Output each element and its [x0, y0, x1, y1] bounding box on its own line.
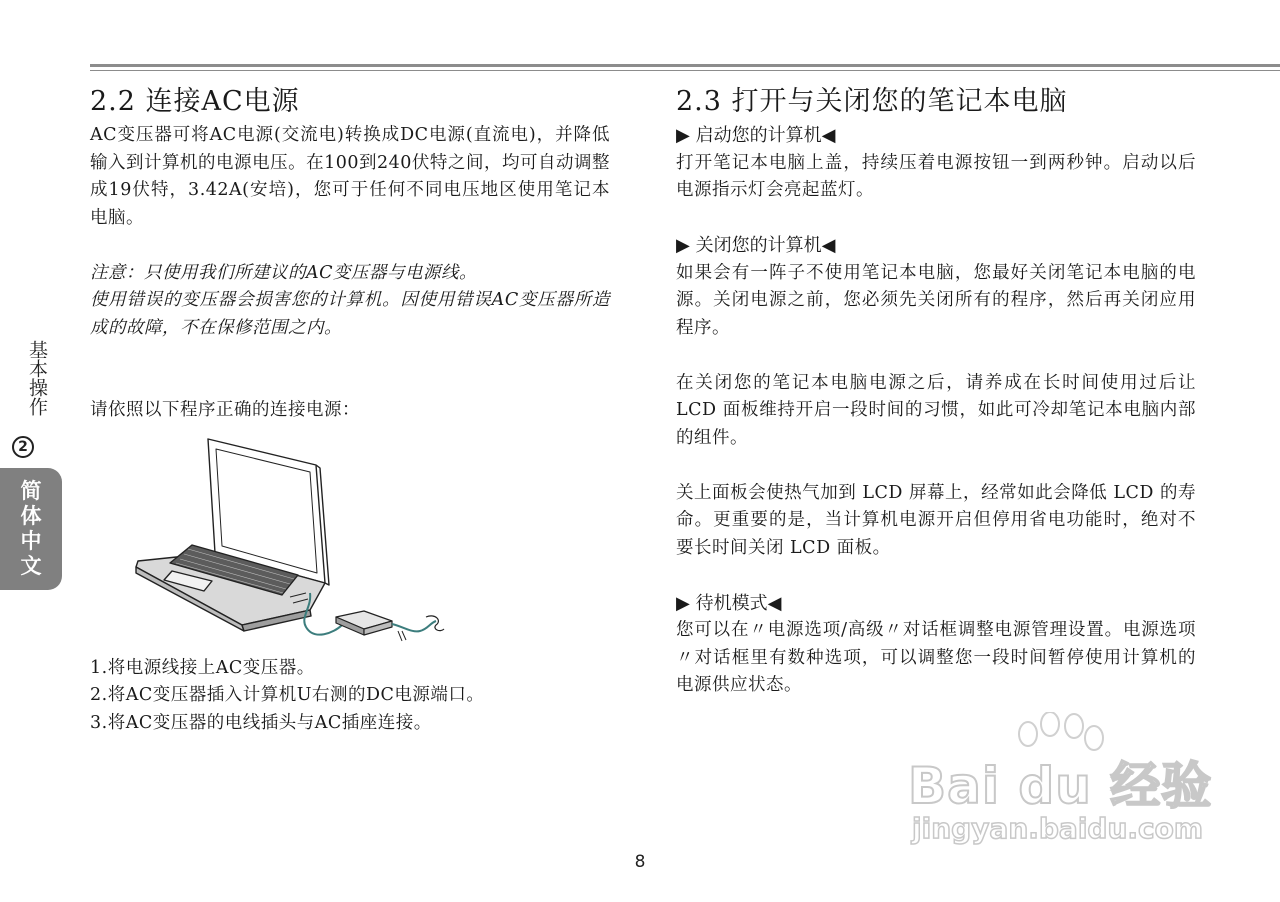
- right-column: [676, 84, 1196, 700]
- left-column: [90, 84, 610, 737]
- subheading-startup: ▶ 启动您的计算机◀: [676, 125, 836, 146]
- note-line-2: 使用错误的变压器会损害您的计算机。因使用错误AC变压器所造成的故障，不在保修范围之内。: [90, 290, 610, 338]
- header-rule-thin: [90, 70, 1280, 71]
- step-item: 1.将电源线接上AC变压器。: [90, 657, 315, 678]
- page-number: 8: [634, 852, 646, 872]
- shutdown-paragraph-2: 在关闭您的笔记本电脑电源之后，请养成在长时间使用过后让 LCD 面板维持开启一段时间的习惯，如此可冷却笔记本电脑内部的组件。: [676, 372, 1196, 448]
- note-line-1: 注意：只使用我们所建议的AC变压器与电源线。: [90, 262, 478, 283]
- watermark-url: jingyan.baidu.com: [912, 812, 1204, 845]
- instruction-text: 请依照以下程序正确的连接电源：: [90, 400, 360, 420]
- standby-paragraph: 您可以在〃电源选项/高级〃对话框调整电源管理设置。电源选项〃对话框里有数种选项，可以调整您一段时间暂停使用计算机的电源供应状态。: [676, 620, 1196, 695]
- subheading-shutdown: ▶ 关闭您的计算机◀: [676, 235, 836, 256]
- section-label-text: 基本操作: [26, 340, 48, 416]
- laptop-illustration-svg: [130, 435, 460, 645]
- baidu-watermark: [900, 712, 1220, 862]
- step-item: 2.将AC变压器插入计算机U右测的DC电源端口。: [90, 685, 485, 705]
- shutdown-paragraph-3: 关上面板会使热气加到 LCD 屏幕上，经常如此会降低 LCD 的寿命。更重要的是，当计算机电源开启但停用省电功能时，绝对不要长时间关闭 LCD 面板。: [676, 482, 1196, 558]
- section-title-2-3: 2.3 打开与关闭您的笔记本电脑: [676, 86, 1068, 117]
- step-item: 3.将AC变压器的电线插头与AC插座连接。: [90, 712, 432, 733]
- language-tab: [0, 468, 62, 590]
- intro-paragraph: AC变压器可将AC电源(交流电)转换成DC电源(直流电)，并降低输入到计算机的电源电压。在100到240伏特之间，均可自动调整成19伏特，3.42A(安培)，您可于任何不同电压地区使用笔记本电脑。: [90, 125, 610, 228]
- subheading-standby: ▶ 待机模式◀: [676, 592, 782, 614]
- shutdown-paragraph-1: 如果会有一阵子不使用笔记本电脑，您最好关闭笔记本电脑的电源。关闭电源之前，您必须先关闭所有的程序，然后再关闭应用程序。: [676, 262, 1196, 338]
- section-title-2-2: 2.2 连接AC电源: [90, 86, 300, 117]
- startup-paragraph: 打开笔记本电脑上盖，持续压着电源按钮一到两秒钟。启动以后电源指示灯会亮起蓝灯。: [676, 152, 1196, 200]
- chapter-number-badge: 2: [12, 436, 34, 458]
- language-tab-text: 简体中文: [20, 479, 42, 578]
- connection-steps: [90, 655, 610, 738]
- header-rule-thick: [90, 64, 1280, 67]
- watermark-brand: Bai du 经验: [908, 757, 1213, 815]
- laptop-adapter-illustration: [130, 435, 460, 645]
